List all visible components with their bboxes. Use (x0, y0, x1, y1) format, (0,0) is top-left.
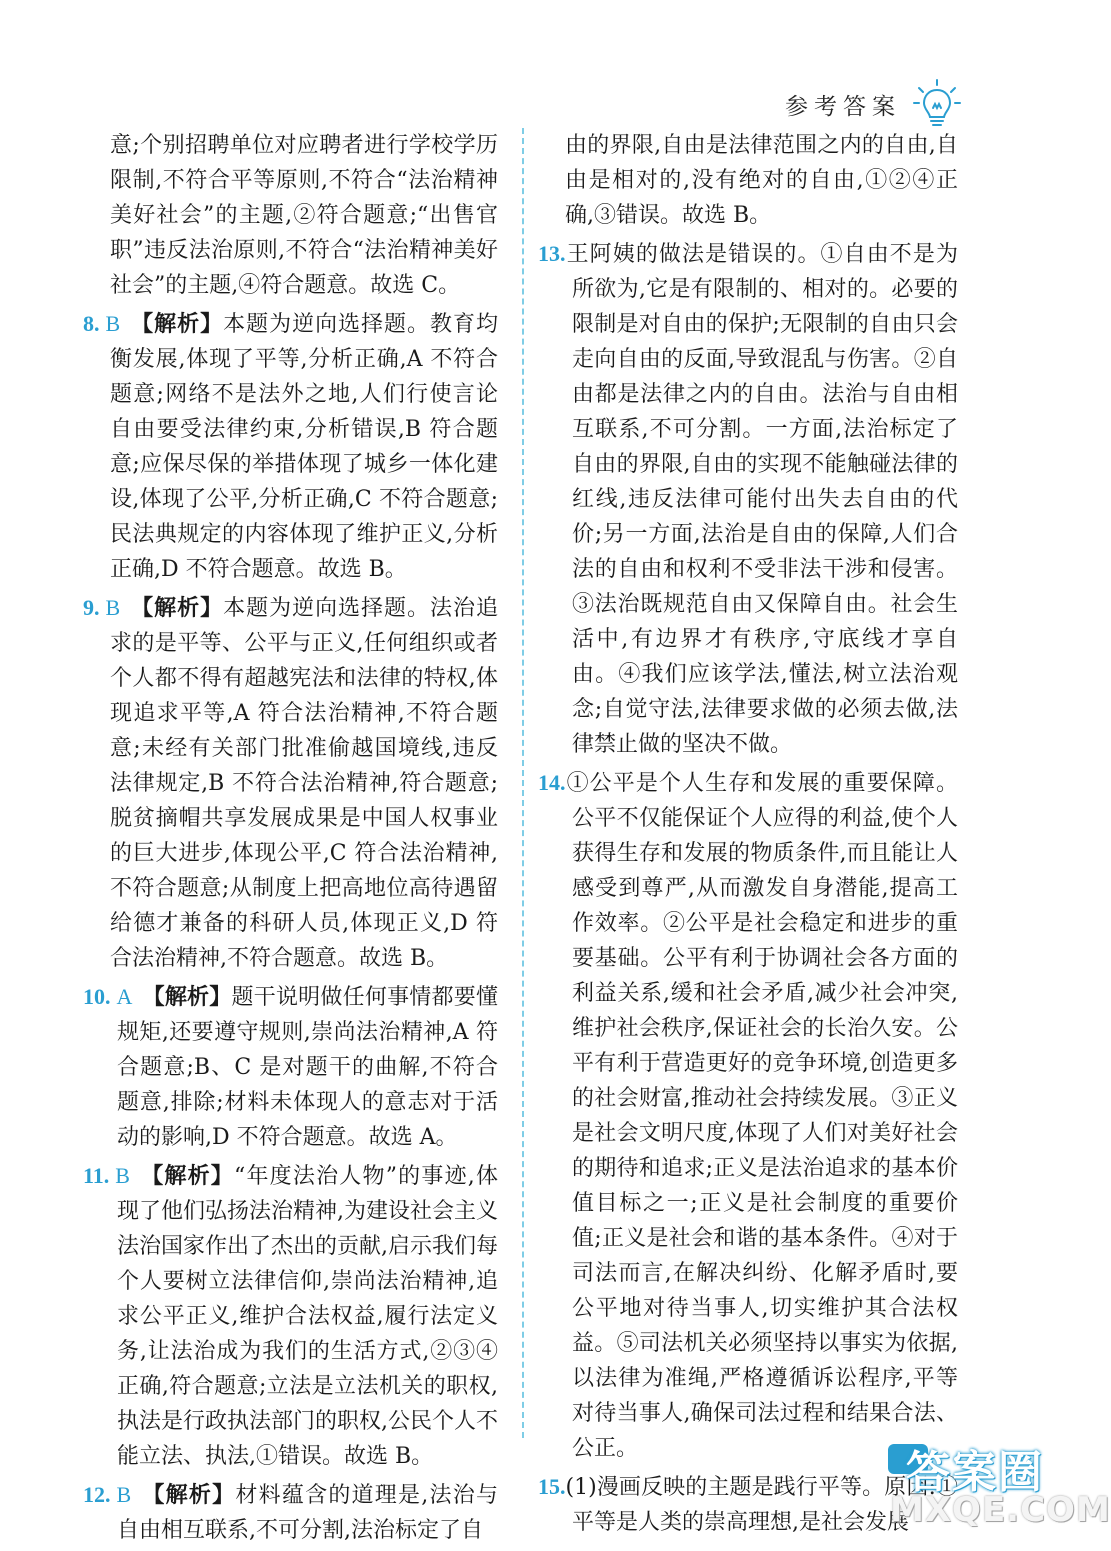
answer-text: 本题为逆向选择题。法治追求的是平等、公平与正义,任何组织或者个人都不得有超越宪法和法律的特权,体现追求平等,A 符合法治精神,不符合题意;未经有关部门批准偷越国境线,违反法律规定,B 不符合法治精神,符合题意;脱贫摘帽共享发展成果是中国人权事业的巨大进步,体现公平,C 符合法治精神,不符合题意;从制度上把高地位高待遇留给德才兼备的科研人员,体现正义,D 符合法治精神,不符合题意。故选 B。 (110, 596, 498, 971)
answer-item-8 (83, 306, 498, 587)
analysis-tag: 【解析】 (141, 1482, 236, 1508)
answer-letter: B (105, 311, 121, 336)
watermark-url: MXQE.COM (890, 1490, 1111, 1530)
question-number: 9. (83, 595, 100, 620)
continued-paragraph: 由的界限,自由是法律范围之内的自由,自由是相对的,没有绝对的自由,①②④正确,③错误。故选 B。 (565, 133, 958, 228)
continued-paragraph: 意;个别招聘单位对应聘者进行学校学历限制,不符合平等原则,不符合“法治精神美好社会”的主题,②符合题意;“出售官职”违反法治原则,不符合“法治精神美好社会”的主题,④符合题意。故选 C。 (110, 133, 498, 298)
question-number: 15. (538, 1474, 566, 1499)
analysis-tag: 【解析】 (139, 1163, 235, 1189)
answer-letter: B (115, 1163, 130, 1188)
answer-text: 材料蕴含的道理是,法治与自由相互联系,不可分割,法治标定了自 (117, 1483, 498, 1543)
answer-item-14 (538, 765, 958, 1466)
column-divider (522, 128, 524, 1438)
answer-text: 王阿姨的做法是错误的。①自由不是为所欲为,它是有限制的、相对的。必要的限制是对自由的保护;无限制的自由只会走向自由的反面,导致混乱与伤害。②自由都是法律之内的自由。法治与自由相互联系,不可分割。一方面,法治标定了自由的界限,自由的实现不能触碰法律的红线,违反法律可能付出失去自由的代价;另一方面,法治是自由的保障,人们合法的自由和权利不受非法干涉和侵害。③法治既规范自由又保障自由。社会生活中,有边界才有秩序,守底线才享自由。④我们应该学法,懂法,树立法治观念;自觉守法,法律要求做的必须去做,法律禁止做的坚决不做。 (565, 242, 958, 757)
answer-letter: B (116, 1482, 132, 1507)
answer-item-9 (83, 590, 498, 976)
right-column (538, 128, 958, 1543)
answer-item-11 (83, 1158, 498, 1474)
answer-letter: B (105, 595, 121, 620)
answer-text: 本题为逆向选择题。教育均衡发展,体现了平等,分析正确,A 不符合题意;网络不是法外之地,人们行使言论自由要受法律约束,分析错误,B 符合题意;应保尽保的举措体现了城乡一体化建设,体现了公平,分析正确,C 不符合题意;民法典规定的内容体现了维护正义,分析正确,D 不符合题意。故选 B。 (110, 312, 498, 582)
page-header-title: 参考答案 (785, 93, 901, 120)
watermark-text: 答案圈 (906, 1447, 1044, 1498)
answer-text: ①公平是个人生存和发展的重要保障。公平不仅能保证个人应得的利益,使个人获得生存和发展的物质条件,而且能让人感受到尊严,从而激发自身潜能,提高工作效率。②公平是社会稳定和进步的重要基础。公平有利于协调社会各方面的利益关系,缓和社会矛盾,减少社会冲突,维护社会秩序,保证社会的长治久安。公平有利于营造更好的竞争环境,创造更多的社会财富,推动社会持续发展。③正义是社会文明尺度,体现了人们对美好社会的期待和追求;正义是法治追求的基本价值目标之一;正义是社会制度的重要价值;正义是社会和谐的基本条件。④对于司法而言,在解决纠纷、化解矛盾时,要公平地对待当事人,切实维护其合法权益。⑤司法机关必须坚持以事实为依据,以法律为准绳,严格遵循诉讼程序,平等对待当事人,确保司法过程和结果合法、公正。 (565, 771, 958, 1461)
lightbulb-icon (911, 78, 963, 130)
question-number: 12. (83, 1482, 111, 1507)
analysis-tag: 【解析】 (130, 595, 224, 621)
watermark-logo (888, 1436, 1111, 1530)
question-number: 14. (538, 770, 566, 795)
question-number: 10. (83, 984, 111, 1009)
question-number: 8. (83, 311, 100, 336)
left-column (83, 128, 498, 1551)
answer-letter: A (116, 984, 133, 1009)
answer-text: 题干说明做任何事情都要懂规矩,还要遵守规则,崇尚法治精神,A 符合题意;B、C 是对题干的曲解,不符合题意,排除;材料未体现人的意志对于活动的影响,D 不符合题意。故选 A。 (117, 985, 498, 1150)
answer-item-10 (83, 979, 498, 1155)
answer-item-13 (538, 236, 958, 762)
page-header (785, 78, 963, 130)
analysis-tag: 【解析】 (130, 311, 224, 337)
analysis-tag: 【解析】 (142, 984, 232, 1010)
answer-text: “年度法治人物”的事迹,体现了他们弘扬法治精神,为建设社会主义法治国家作出了杰出的贡献,启示我们每个人要树立法律信仰,崇尚法治精神,追求公平正义,维护合法权益,履行法定义务,让法治成为我们的生活方式,②③④正确,符合题意;立法是立法机关的职权,执法是行政执法部门的职权,公民个人不能立法、执法,①错误。故选 B。 (117, 1164, 498, 1469)
question-number: 13. (538, 241, 566, 266)
answer-item-12 (83, 1477, 498, 1548)
question-number: 11. (83, 1163, 110, 1188)
answer-text: (1)漫画反映的主题是践行平等。原因:①平等是人类的崇高理想,是社会发展 (565, 1475, 958, 1535)
